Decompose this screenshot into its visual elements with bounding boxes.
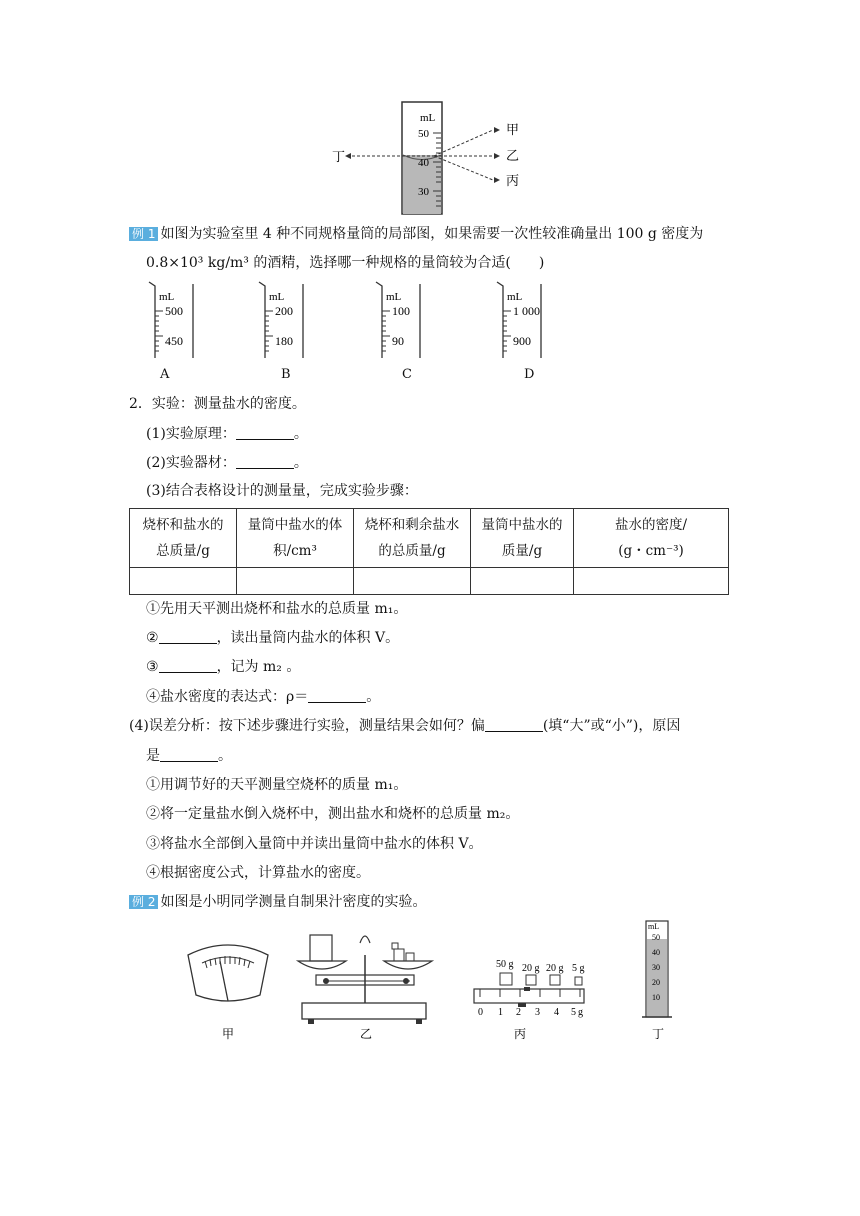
step-3: ③ ，记为 m₂ 。 — [146, 659, 301, 675]
question-3: (3)结合表格设计的测量量，完成实验步骤： — [146, 483, 418, 499]
answer-blank[interactable] — [160, 747, 218, 762]
unit-label: mL — [269, 291, 285, 303]
tick-label: 40 — [418, 157, 429, 169]
example-badge: 例 2 — [129, 895, 158, 909]
answer-blank[interactable] — [236, 425, 294, 440]
viewer-label: 丁 — [332, 149, 346, 164]
option-label-d: D — [524, 367, 535, 382]
measurement-table — [129, 508, 729, 595]
table-cell[interactable] — [354, 568, 471, 595]
tick-label: 90 — [392, 334, 404, 348]
step-2: ② ，读出量筒内盐水的体积 V。 — [146, 630, 400, 646]
figure-caption: 丙 — [514, 1027, 527, 1041]
list-item: ③将盐水全部倒入量筒中并读出量筒中盐水的体积 V。 — [146, 836, 483, 852]
table-header-row — [130, 509, 729, 568]
answer-blank[interactable] — [159, 629, 217, 644]
tick-label: 100 — [392, 304, 410, 318]
option-label-a: A — [160, 367, 170, 382]
table-cell[interactable] — [130, 568, 237, 595]
table-header-cell: 烧杯和盐水的 总质量/g — [130, 509, 237, 568]
step-1: ①先用天平测出烧杯和盐水的总质量 m₁。 — [146, 601, 408, 617]
tick-label: 0 — [478, 1007, 483, 1018]
juice-density-figure — [180, 915, 700, 1045]
figure-caption: 甲 — [222, 1027, 235, 1041]
unit-label: mL — [386, 291, 402, 303]
tick-label: 180 — [275, 334, 293, 348]
tick-label: 1 — [498, 1007, 503, 1018]
table-header-cell: 盐水的密度/ (g・cm⁻³) — [574, 509, 729, 568]
balance-dial — [188, 945, 268, 1001]
table-row — [130, 568, 729, 595]
answer-blank[interactable] — [236, 454, 294, 469]
tick-label: 500 — [165, 304, 183, 318]
unit-label: mL — [159, 291, 175, 303]
question-2: (2)实验器材： 。 — [146, 455, 308, 471]
table-header-cell: 量筒中盐水的 质量/g — [471, 509, 574, 568]
viewer-label: 甲 — [506, 122, 520, 137]
table-cell[interactable] — [237, 568, 354, 595]
question-4-reason: 是 。 — [146, 748, 232, 764]
question-1: (1)实验原理： 。 — [146, 426, 308, 442]
balance — [298, 935, 432, 1024]
viewer-label: 乙 — [506, 148, 520, 163]
weight-label: 20 g — [522, 963, 540, 974]
tick-label: 10 — [652, 993, 660, 1002]
example1-line2: 0.8×10³ kg/m³ 的酒精，选择哪一种规格的量筒较为合适( ) — [146, 255, 545, 271]
option-label-c: C — [402, 367, 412, 382]
answer-blank[interactable] — [485, 717, 543, 732]
weight-label: 50 g — [496, 959, 514, 970]
table-header-cell: 烧杯和剩余盐水 的总质量/g — [354, 509, 471, 568]
list-item: ④根据密度公式，计算盐水的密度。 — [146, 865, 370, 881]
cylinder-options-figure — [140, 280, 560, 362]
tick-label: 50 — [418, 128, 429, 140]
table-header-cell: 量筒中盐水的体 积/cm³ — [237, 509, 354, 568]
reading-angle-figure — [330, 100, 540, 216]
tick-label: 900 — [513, 334, 531, 348]
weights-and-slider — [474, 959, 585, 1007]
table-cell[interactable] — [471, 568, 574, 595]
tick-label: 30 — [652, 963, 660, 972]
tick-label: 1 000 — [513, 304, 540, 318]
figure-caption: 丁 — [652, 1027, 665, 1041]
example1-line1: 例 1 如图为实验室里 4 种不同规格量筒的局部图，如果需要一次性较准确量出 100 g 密度为 — [129, 224, 703, 244]
tick-label: 50 — [652, 933, 660, 942]
unit-label: mL — [507, 291, 523, 303]
tick-label: 5 — [571, 1007, 576, 1018]
unit-label: mL — [420, 112, 436, 124]
tick-label: 30 — [418, 186, 429, 198]
weight-label: 5 g — [572, 963, 585, 974]
tick-label: 3 — [535, 1007, 540, 1018]
tick-label: 450 — [165, 334, 183, 348]
step-4: ④盐水密度的表达式：ρ＝ 。 — [146, 689, 381, 705]
example-badge: 例 1 — [129, 227, 158, 241]
weight-label: 20 g — [546, 963, 564, 974]
section-title: 2．实验：测量盐水的密度。 — [129, 396, 306, 412]
tick-label: 2 — [516, 1007, 521, 1018]
answer-blank[interactable] — [159, 658, 217, 673]
example2-line: 例 2 如图是小明同学测量自制果汁密度的实验。 — [129, 892, 426, 912]
unit-label: mL — [648, 922, 660, 931]
tick-label: 40 — [652, 948, 660, 957]
list-item: ①用调节好的天平测量空烧杯的质量 m₁。 — [146, 777, 408, 793]
tick-label: g — [578, 1007, 583, 1018]
tick-label: 4 — [554, 1007, 559, 1018]
viewer-label: 丙 — [506, 173, 520, 188]
question-4: (4)误差分析：按下述步骤进行实验，测量结果会如何？偏 (填“大”或“小”)，原因 — [129, 718, 681, 734]
table-cell[interactable] — [574, 568, 729, 595]
figure-caption: 乙 — [360, 1027, 373, 1041]
option-label-b: B — [281, 367, 291, 382]
tick-label: 20 — [652, 978, 660, 987]
answer-blank[interactable] — [308, 688, 366, 703]
tick-label: 200 — [275, 304, 293, 318]
list-item: ②将一定量盐水倒入烧杯中，测出盐水和烧杯的总质量 m₂。 — [146, 806, 520, 822]
